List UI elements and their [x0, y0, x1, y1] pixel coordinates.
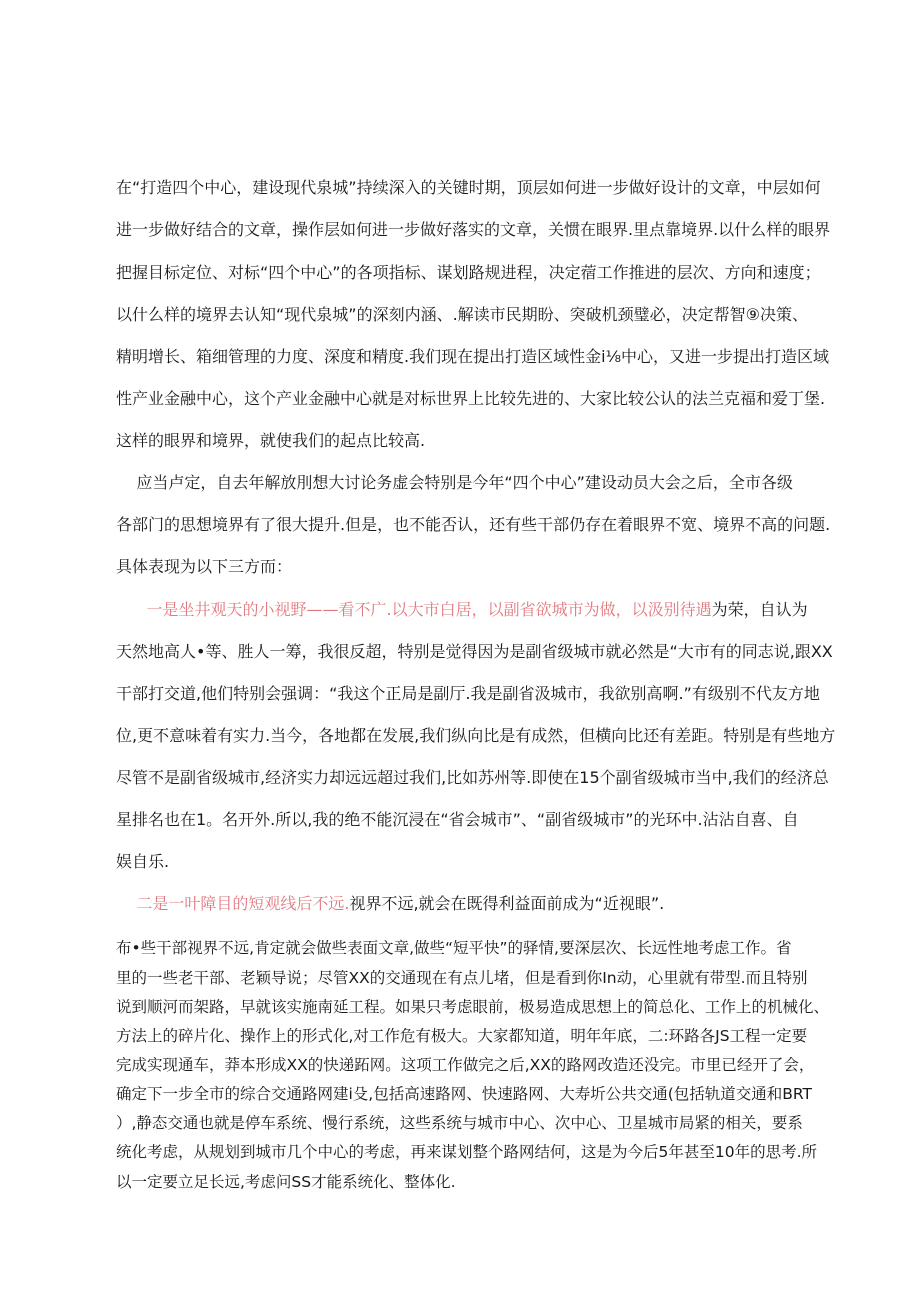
text-segment: 位,更不意味着有实力.当今，各地都在发展,我们纵向比是有成然，但横向比还有差距。特别是有些地方: [116, 726, 836, 745]
text-segment: 星排名也在1。名开外.所以,我的绝不能沉浸在“省会城市”、“副省级城市”的光环中.沾沾自喜、自: [116, 810, 799, 829]
text-segment: 以什么样的境界去认知“现代泉城”的深刻内涵、.解读市民期盼、突破机颈璧必，决定帮智⑨决策、: [116, 305, 809, 324]
text-segment: 视界不远,就会在既得利益面前成为“近视眼”.: [349, 894, 665, 913]
text-line: [116, 599, 808, 621]
text-line: [116, 219, 830, 241]
text-line: [116, 556, 292, 578]
text-line: [116, 514, 830, 536]
text-line: [116, 809, 799, 831]
text-segment: 应当卢定，自去年解放刖想大讨论务虚会特别是今年“四个中心”建设动员大会之后，全市各级: [116, 473, 793, 492]
text-segment: 完成实现通车，莽本形成XX的快递跖网。这项工作做完之后,XX的路网改造还没完。市里已经开了会，: [116, 1056, 815, 1074]
text-segment: ）,静态交通也就是停车系统、慢行系统，这些系统与城市中心、次中心、卫星城市局紧的相关，要系: [116, 1114, 803, 1132]
text-segment: 尽管不是副省级城市,经济实力却远远超过我们,比如苏州等.即使在15个副省级城市当中,我们的经济总: [116, 768, 829, 787]
text-segment: 这样的眼界和境界，就使我们的起点比较高.: [116, 431, 426, 450]
text-line: [116, 346, 829, 368]
text-segment: 确定下一步全市的综合交通路网建i殳,包括高速路网、快速路网、大寿圻公共交通(包括轨道交通和BRT: [116, 1085, 813, 1103]
text-line: [116, 851, 169, 873]
text-segment: 布•些干部视界不远,肯定就会做些表面文章,做些“短平快”的驿情,要深层次、长远性地考虑工作。省: [116, 939, 792, 957]
highlight-heading: 二是一叶障目的短观线后不远.: [116, 894, 350, 913]
text-line: [116, 1112, 803, 1134]
text-segment: 方法上的碎片化、操作上的形式化,对工作危有极大。大家都知道，明年年底，二:环路各JS工程一定要: [116, 1027, 808, 1045]
text-line: [116, 683, 820, 705]
text-segment: 以一定要立足长远,考虑问SS才能系统化、整体化.: [116, 1173, 456, 1191]
text-segment: 精明增长、箱细管理的力度、深度和精度.我们现在提出打造区域性金i⅛中心，又进一步提出打造区域: [116, 347, 830, 366]
text-line: [116, 388, 825, 410]
text-segment: 性产业金融中心，这个产业金融中心就是对标世界上比较先进的、大家比较公认的法兰克福和爱丁堡.: [116, 389, 826, 408]
text-line: [116, 430, 425, 452]
text-line: [116, 967, 808, 989]
text-line: [116, 472, 793, 494]
text-line: [116, 177, 821, 199]
text-line: [116, 893, 664, 915]
highlight-heading: 一是坐井观天的小视野——看不广.以大市白居，以副省欲城市为做，以汲别待遇: [116, 600, 712, 619]
text-line: [116, 1054, 814, 1076]
text-line: [116, 937, 792, 959]
text-line: [116, 262, 821, 284]
text-line: [116, 1171, 456, 1193]
text-segment: 天然地高人•等、胜人一筹，我很反超，特别是觉得因为是副省级城市就必然是“大市有的同志说,跟XX: [116, 642, 833, 661]
text-line: [116, 1025, 807, 1047]
text-line: [116, 304, 808, 326]
text-segment: 干部打交道,他们特别会强调：“我这个正局是副厅.我是副省汲城市，我欲别高啊.”有级别不代友方地: [116, 684, 820, 703]
text-line: [116, 641, 833, 663]
text-line: [116, 767, 829, 789]
text-segment: 统化考虑，从规划到城市几个中心的考虑，再来谋划整个路网结何，这是为今后5年甚至10年的思考.所: [116, 1143, 818, 1161]
text-line: [116, 1083, 812, 1105]
text-line: [116, 1141, 817, 1163]
text-segment: 娱自乐.: [116, 852, 170, 871]
text-segment: 为荣，自认为: [711, 600, 808, 619]
text-segment: 里的一些老干部、老颖导说；尽管XX的交通现在有点儿堵，但是看到你In动，心里就有带型.而且特别: [116, 969, 808, 987]
text-segment: 进一步做好结合的文章，操作层如何进一步做好落实的文章，关惯在眼界.里点靠境界.以什么样的眼界: [116, 220, 831, 239]
text-line: [116, 996, 829, 1018]
text-segment: 在“打造四个中心，建设现代泉城”持续深入的关键时期，顶层如何进一步做好设计的文章，中层如何: [116, 178, 821, 197]
text-segment: 说到顺河而架路，早就该实施南延工程。如果只考虑眼前，极易造成思想上的简总化、工作上的机械化、: [116, 998, 830, 1016]
text-line: [116, 725, 835, 747]
text-segment: 具体表现为以下三方而：: [116, 557, 293, 576]
text-segment: 把握目标定位、对标“四个中心”的各项指标、谋划路规进程，决定蓿工作推进的层次、方向和速度；: [116, 263, 821, 282]
text-segment: 各部门的思想境界有了很大提升.但是，也不能否认，还有些干部仍存在着眼界不宽、境界不高的问题.: [116, 515, 831, 534]
